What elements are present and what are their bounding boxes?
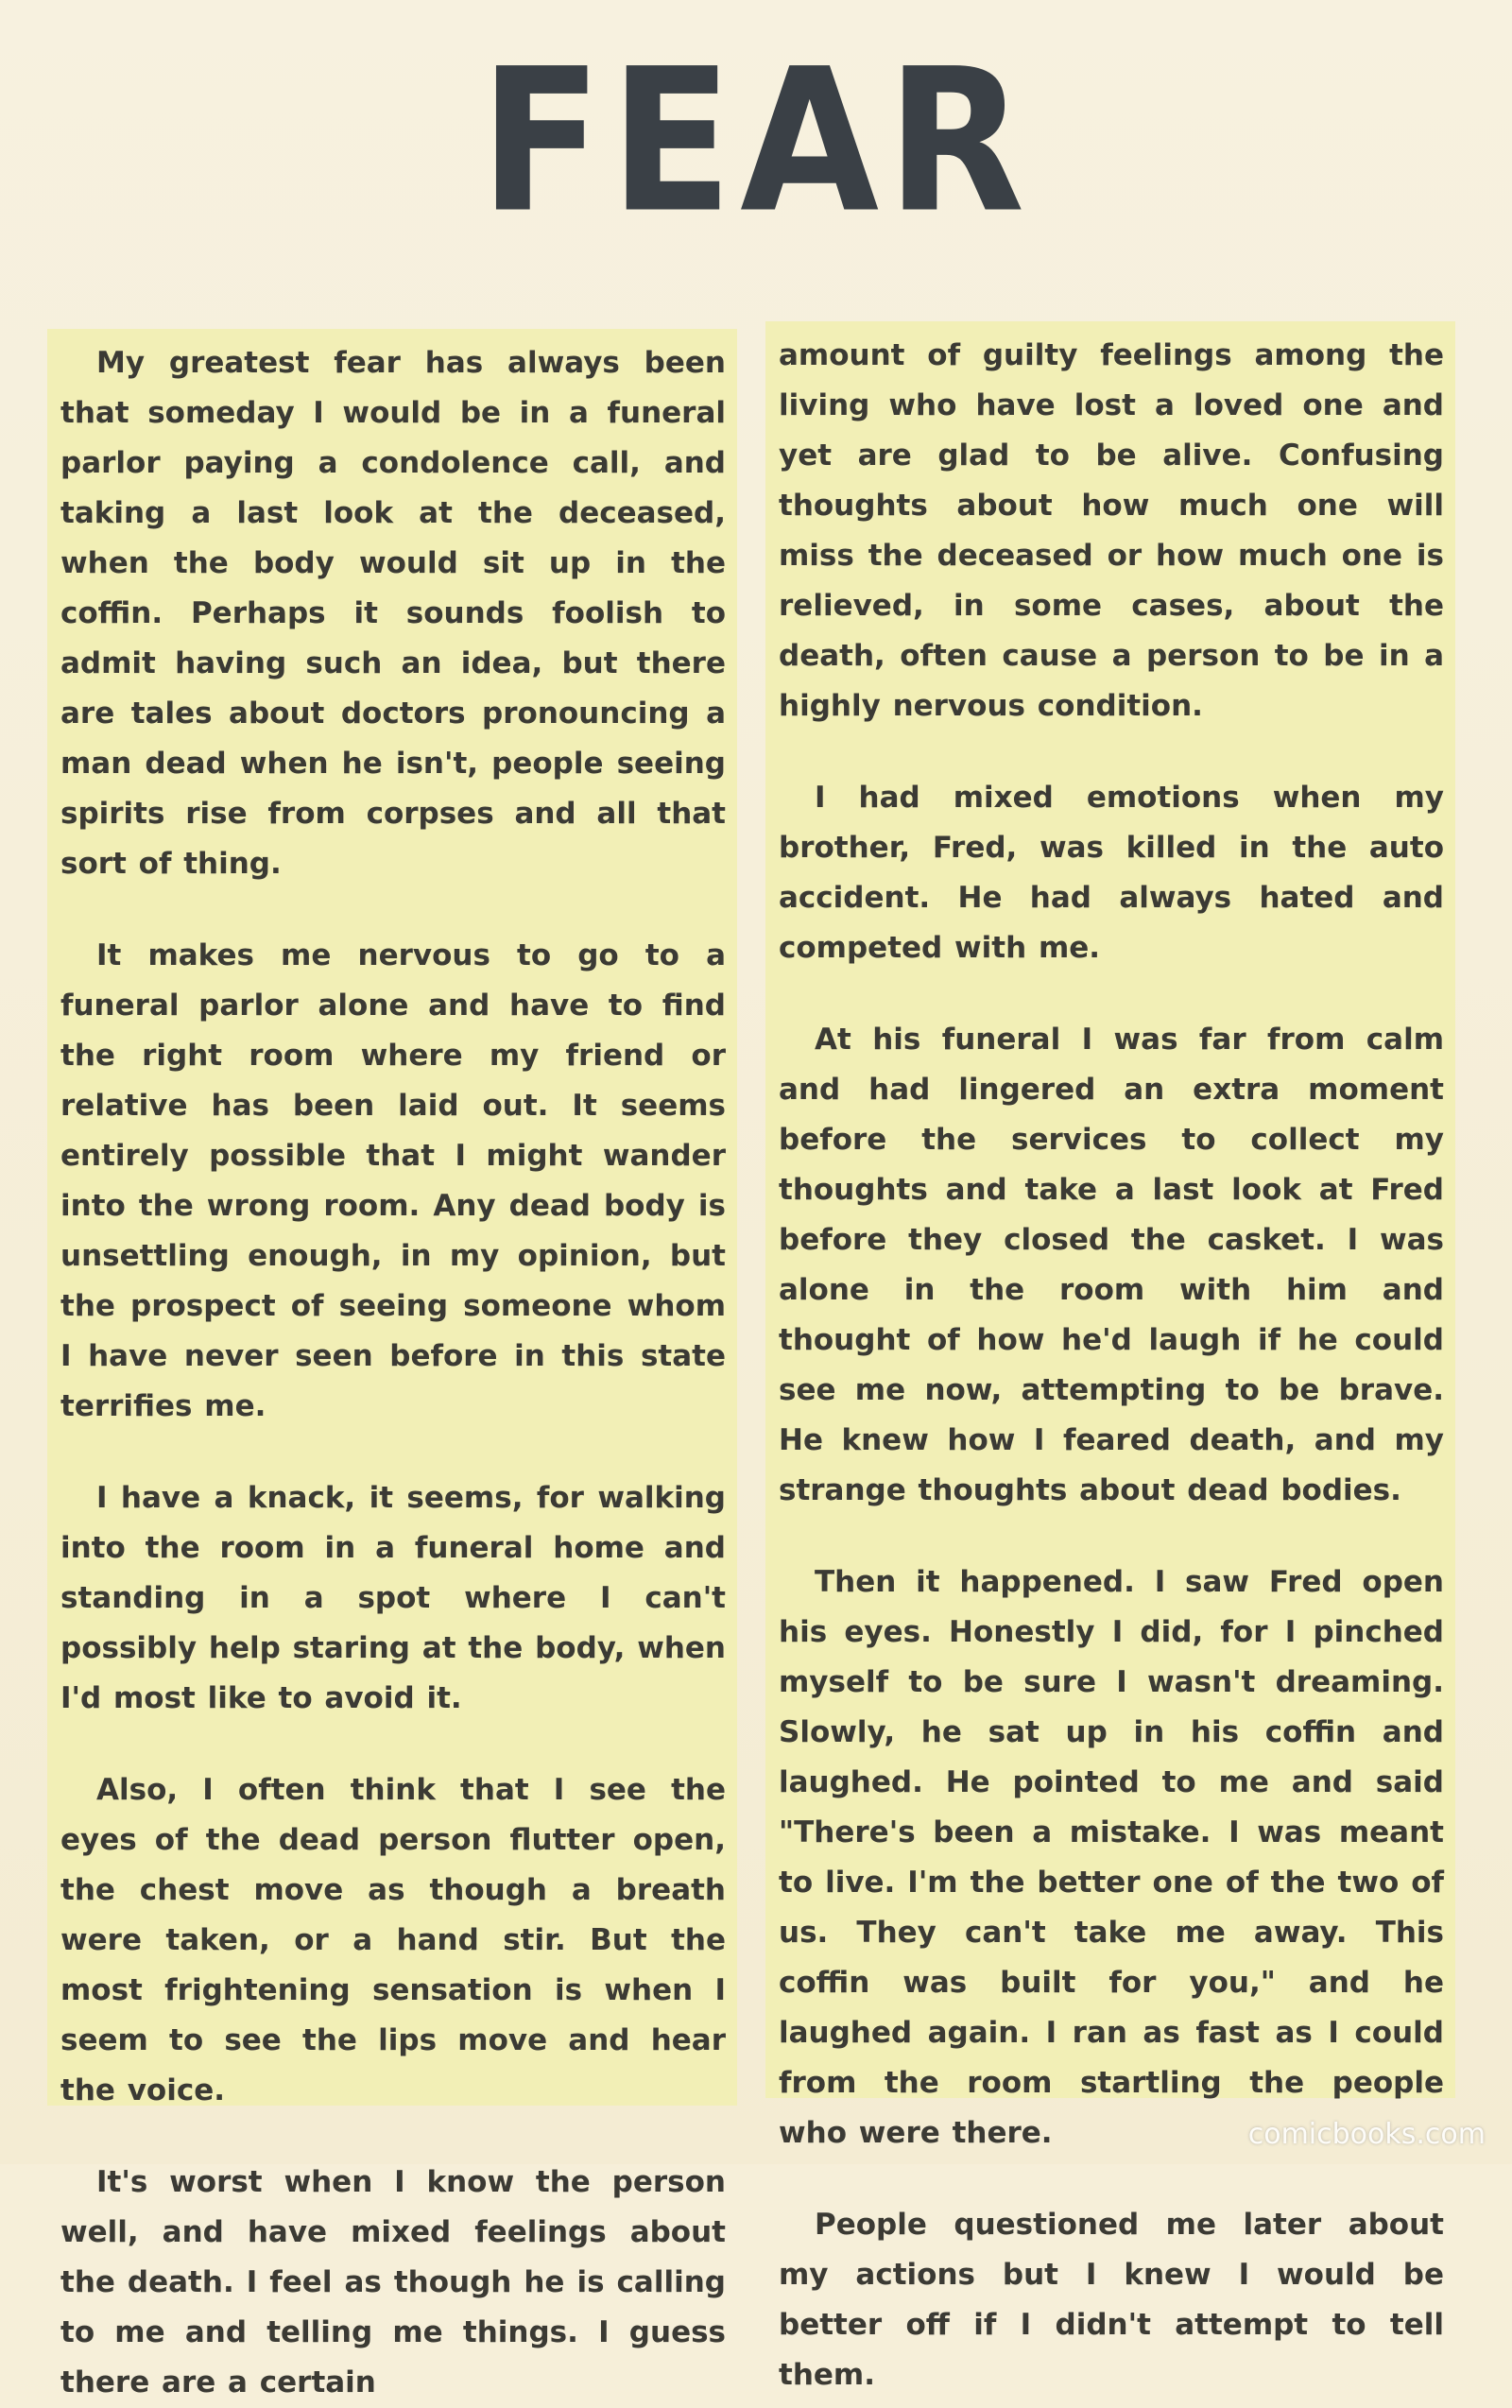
watermark: comicbooks.com — [1247, 2118, 1486, 2151]
paragraph: Also, I often think that I see the eyes of the dead person flutter open, the chest move as though a breath were taken, or a hand stir. But the most frightening sensation is when I seem to see the lips move and hear the voice. — [60, 1773, 726, 2107]
paragraph: I had mixed emotions when my brother, Fred, was killed in the auto accident. He had always hated and competed with me. — [779, 781, 1444, 965]
paragraph: Then it happened. I saw Fred open his eyes. Honestly I did, for I pinched myself to be sure I wasn't dreaming. Slowly, he sat up in his coffin and laughed. He pointed to me and said "There's been a mistake. I was meant to live. I'm the better one of the two of us. They can't take me away. This coffin was built for you," and he laughed again. I ran as fast as I could from the room startling the people who were there. — [779, 1565, 1444, 2150]
paragraph: People questioned me later about my actions but I knew I would be better off if I didn't attempt to tell them. — [779, 2208, 1444, 2392]
page-title: FEAR — [479, 26, 1033, 257]
paragraph: At his funeral I was far from calm and had lingered an extra moment before the services to collect my thoughts and take a last look at Fred before they closed the casket. I was alone in the room with him and thought of how he'd laugh if he could see me now, attempting to be brave. He knew how I feared death, and my strange thoughts about dead bodies. — [779, 1023, 1444, 1507]
paragraph: I have a knack, it seems, for walking into the room in a funeral home and standing in a spot where I can't possibly help staring at the body, when I'd most like to avoid it. — [60, 1481, 726, 1715]
paragraph: amount of guilty feelings among the living who have lost a loved one and yet are glad to be alive. Confusing thoughts about how much one will miss the deceased or how much one is relieved, in some cases, about the death, often cause a person to be in a highly nervous condition. — [779, 338, 1444, 723]
paragraph: My greatest fear has always been that someday I would be in a funeral parlor paying a condolence call, and taking a last look at the deceased, when the body would sit up in the coffin. Perhaps it sounds foolish to admit having such an idea, but there are tales about doctors pronouncing a man dead when he isn't, people seeing spirits rise from corpses and all that sort of thing. — [60, 346, 726, 881]
left-column — [47, 329, 737, 2399]
paragraph: It's worst when I know the person well, and have mixed feelings about the death. I feel as though he is calling to me and telling me things. I guess there are a certain — [60, 2165, 726, 2399]
paragraph: It makes me nervous to go to a funeral parlor alone and have to find the right room where my friend or relative has been laid out. It seems entirely possible that I might wander into the wrong room. Any dead body is unsettling enough, in my opinion, but the prospect of seeing someone whom I have never seen before in this state terrifies me. — [60, 938, 726, 1423]
